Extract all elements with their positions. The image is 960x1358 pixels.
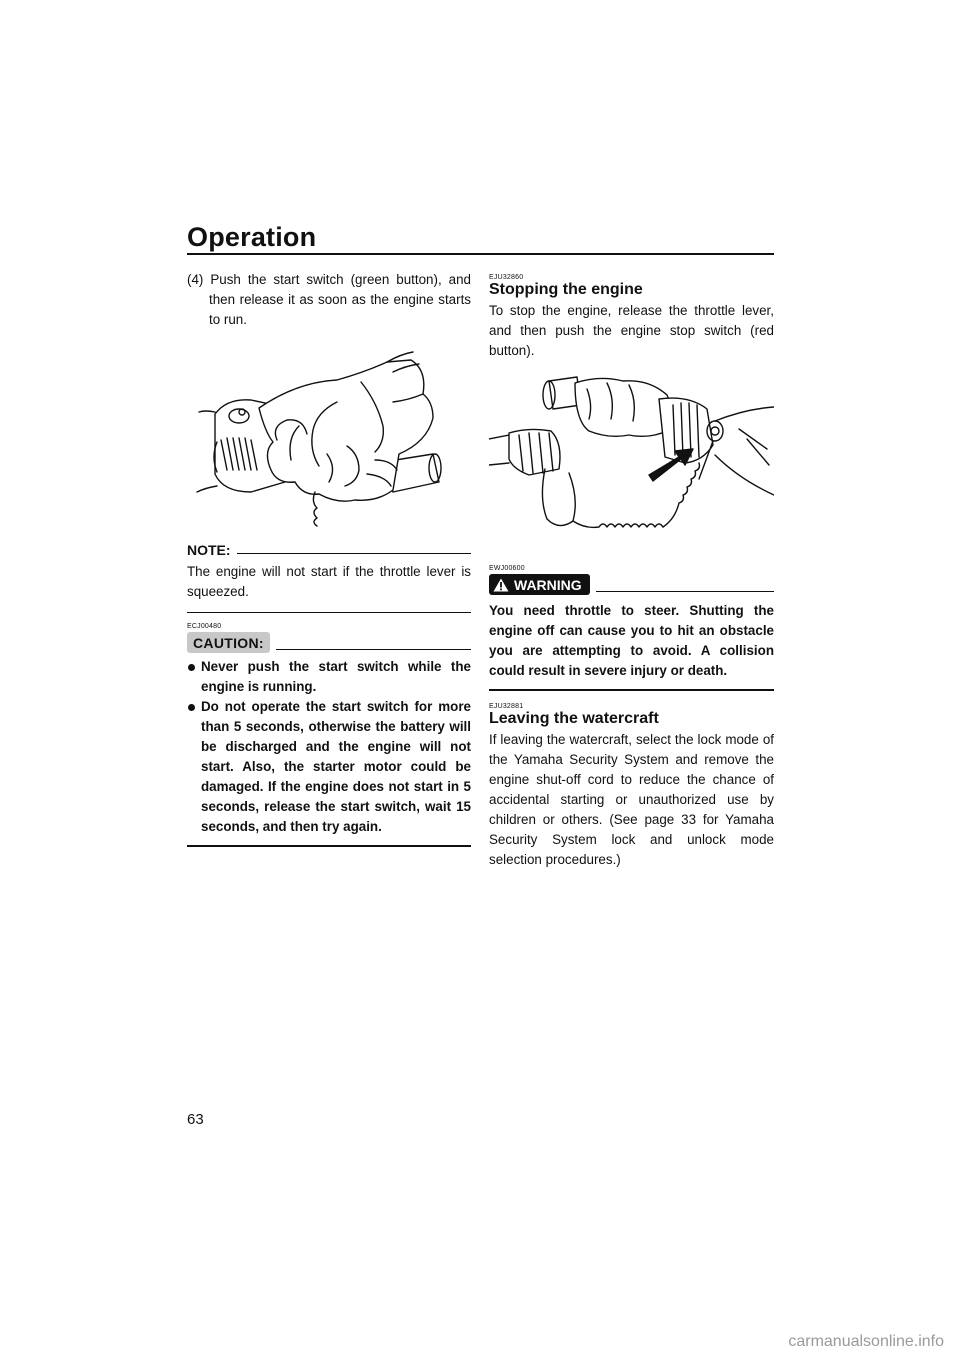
caution-item-text: Do not operate the start switch for more than 5 seconds, otherwise the battery will be discharged and the engine will not start. Also, the starter motor could be damaged. If the engine does not start in 5 seconds, release the start switch, wait 15 seconds, and then try again.: [201, 699, 471, 834]
stop-engine-text: To stop the engine, release the throttle lever, and then push the engine stop switch (red button).: [489, 303, 774, 358]
warning-triangle-icon: [493, 578, 509, 592]
stop-switch-illustration: [489, 369, 774, 557]
bullet-dot-icon: [188, 704, 195, 711]
note-rule: [237, 553, 471, 554]
caution-code: ECJ00480: [187, 623, 222, 630]
right-column: [489, 270, 774, 870]
leaving-watercraft-text: If leaving the watercraft, select the lock mode of the Yamaha Security System and remove the engine shut-off cord to reduce the chance of accidental starting or unauthorized use by children or others. (See page 33 for Yamaha Security System lock and unlock mode selection procedures.): [489, 732, 774, 867]
watermark: carmanualsonline.info: [788, 1333, 944, 1350]
note-header: [187, 542, 471, 558]
start-switch-drawing: [187, 342, 471, 532]
caution-rule: [276, 649, 471, 650]
warning-rule: [596, 591, 774, 592]
left-column: [187, 270, 471, 847]
caution-header: [187, 632, 471, 653]
start-switch-illustration: [187, 342, 471, 532]
bullet-dot-icon: [188, 664, 195, 671]
caution-item: [187, 697, 471, 837]
leave-section-code: EJU32881: [489, 703, 524, 710]
stop-switch-drawing: [489, 369, 774, 557]
warning-header: [489, 574, 774, 595]
caution-item-text: Never push the start switch while the engine is running.: [201, 659, 471, 694]
caution-label: CAUTION:: [187, 632, 270, 653]
title-rule: [187, 253, 774, 255]
caution-list: [187, 657, 471, 837]
caution-end-rule: [187, 845, 471, 847]
stop-section-code: EJU32860: [489, 274, 524, 281]
caution-item: [187, 657, 471, 697]
warning-code: EWJ00600: [489, 565, 525, 572]
leaving-watercraft-heading: Leaving the watercraft: [489, 710, 659, 727]
note-text: The engine will not start if the throttle lever is squeezed.: [187, 564, 471, 599]
warning-badge: [489, 574, 590, 595]
warning-label: WARNING: [514, 577, 582, 593]
stop-engine-heading: Stopping the engine: [489, 281, 643, 298]
start-step-text: (4) Push the start switch (green button), and then release it as soon as the engine starts to run.: [187, 272, 471, 327]
page-number: 63: [187, 1111, 204, 1128]
warning-text: You need throttle to steer. Shutting the engine off can cause you to hit an obstacle you are attempting to avoid. A collision could result in severe injury or death.: [489, 603, 774, 678]
page-title: Operation: [187, 222, 317, 252]
note-label: NOTE:: [187, 542, 231, 558]
